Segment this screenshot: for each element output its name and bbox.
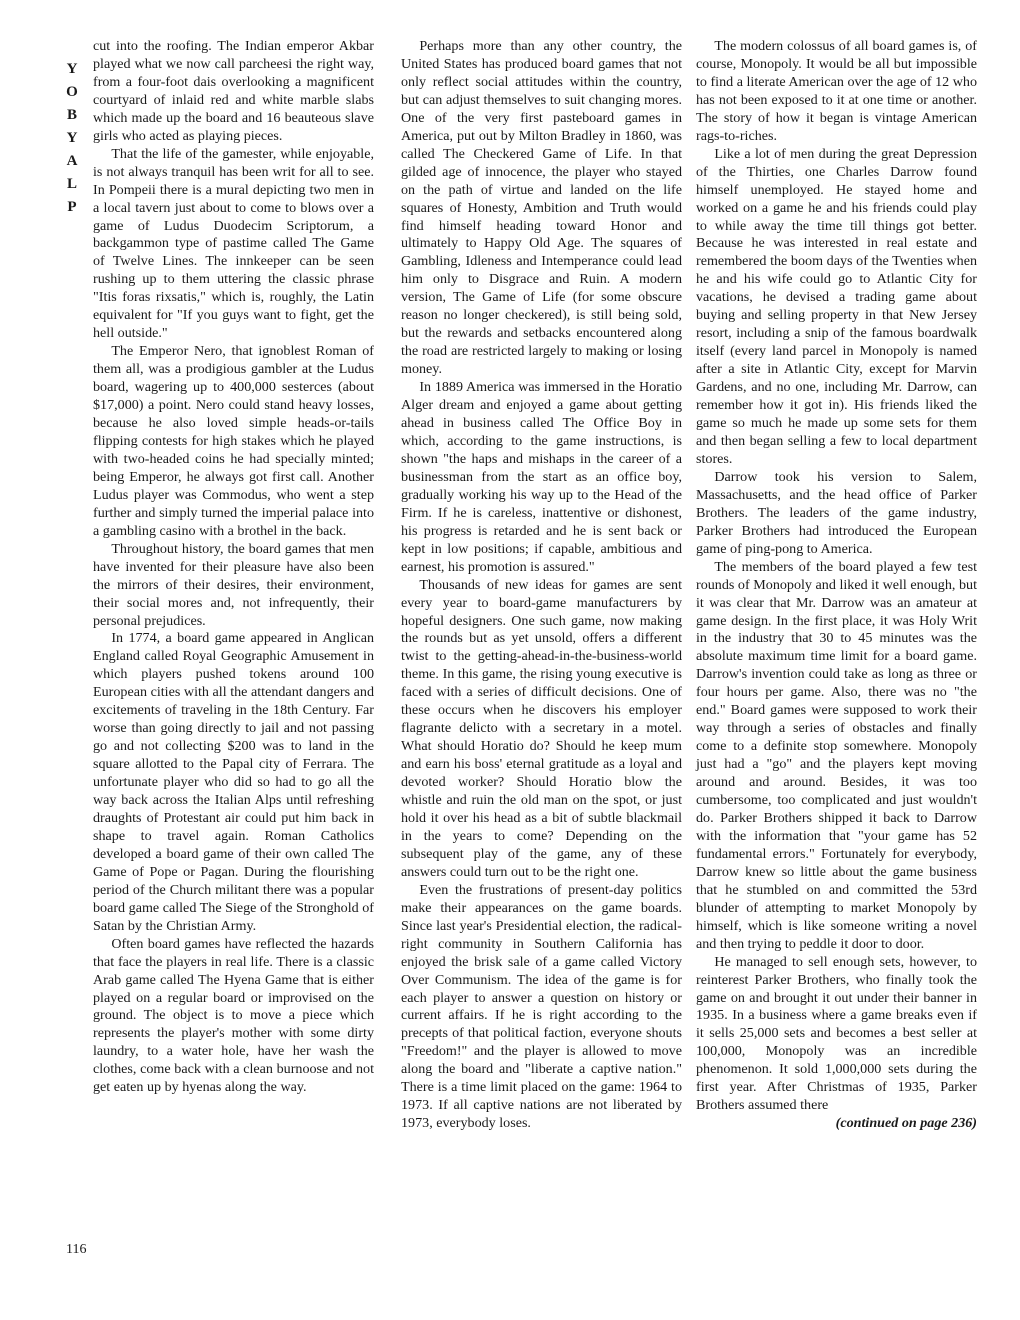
paragraph: The modern colossus of all board games is, of course, Monopoly. It would be all but impossible to find a literate American over the age of 12 who has not been exposed to it at one time or another. The story of how it began is vintage American rags-to-riches. [696, 38, 977, 144]
masthead-letter: Y [66, 61, 78, 77]
article-column-1 [93, 38, 374, 1097]
paragraph: The members of the board played a few test rounds of Monopoly and liked it well enough, but it was clear that Mr. Darrow was an amateur at game design. In the first place, it was Holy Writ in the industry that 30 to 45 minutes was the absolute maximum time limit for a board game. Darrow's invention could take as long as three or four hours per game. Also, there was no "the end." Board games were supposed to work their way through a series of obstacles and finally come to a definite stop somewhere. Monopoly just had a "go" and the players kept moving around and around. Besides, it was too cumbersome, too complicated and just wouldn't do. Parker Brothers shipped it back to Darrow with the information that "your game has 52 fundamental errors." Fortunately for everybody, Darrow knew so little about the game business that he stumbled on and committed the 53rd blunder of attempting to market Monopoly by himself, which is like someone writing a novel and then trying to peddle it door to door. [696, 558, 977, 952]
paragraph: That the life of the gamester, while enjoyable, is not always tranquil has been writ for all to see. In Pompeii there is a mural depicting two men in a local tavern just about to come to blows over a game of Ludus Duodecim Scriptorum, a backgammon type of pastime called The Game of Twelve Lines. The innkeeper can be seen rushing up to them uttering the classic phrase "Itis foras rixsatis," which is, roughly, the Latin equivalent for "If you guys want to fight, get the hell outside." [93, 145, 374, 342]
masthead-letter: P [67, 199, 77, 215]
paragraph: Thousands of new ideas for games are sent every year to board-game manufacturers by hopeful designers. One such game, now making the rounds but as yet unsold, offers a different twist to the getting-ahead-in-the-business-world theme. In this game, the rising young executive is faced with a series of difficult decisions. One of these occurs when he discovers his employer flagrante delicto with a secretary in a motel. What should Horatio do? Should he keep mum and earn his boss' eternal gratitude as a loyal and devoted worker? Should Horatio blow the whistle and ruin the old man on the spot, or just hold it over his head as a bit of subtle blackmail in the years to come? Depending on the subsequent play of the game, any of these answers could turn out to be the right one. [401, 576, 682, 880]
paragraph: He managed to sell enough sets, however, to reinterest Parker Brothers, who finally took the game on and brought it out under their banner in 1935. In a business where a game breaks even if it sells 25,000 sets and becomes a best seller at 100,000, Monopoly was an incredible phenomenon. It sold 1,000,000 sets during the first year. After Christmas of 1935, Parker Brothers assumed there [696, 953, 977, 1114]
paragraph: Even the frustrations of present-day politics make their appearances on the game boards. Since last year's Presidential election, the radical-right community in Southern California has enjoyed the brisk sale of a game called Victory Over Communism. The idea of the game is for each player to answer a question on history or current affairs. If he is right according to the precepts of that political faction, everyone shouts "Freedom!" and the player is allowed to move along the board and "liberate a captive nation." There is a time limit placed on the game: 1964 to 1973. If all captive nations are not liberated by 1973, everybody loses. [401, 881, 682, 1132]
masthead-letter: B [66, 107, 77, 123]
paragraph: Perhaps more than any other country, the United States has produced board games that not only reflect social attitudes within the country, but can adjust themselves to suit changing mores. One of the very first pasteboard games in America, put out by Milton Bradley in 1860, was called The Checkered Game of Life. In that gilded age of innocence, the player who stayed on the path of virtue and landed on the life squares of Honesty, Ambition and Truth would find himself heading toward Honor and ultimately to Happy Old Age. The squares of Gambling, Idleness and Intemperance could lead him only to Disgrace and Ruin. A modern version, The Game of Life (for some obscure reason no longer checkered), is still being sold, but the rewards and setbacks encountered along the road are restricted largely to making or losing money. [401, 38, 682, 378]
masthead-letter: Y [66, 130, 78, 146]
article-column-2 [401, 38, 682, 1133]
masthead-letter: A [66, 153, 78, 169]
continued-on-page-note: (continued on page 236) [835, 1115, 977, 1132]
paragraph: In 1774, a board game appeared in Anglican England called Royal Geographic Amusement in which players pushed tokens around 100 European cities with all the attendant dangers and excitements of traveling in the 18th Century. Far worse than going directly to jail and not passing go and not collecting $200 was to land in the square allotted to the Papal city of Ferrara. The unfortunate player who did so had to go all the way back across the Italian Alps until refreshing draughts of Protestant air could put him back in shape to travel again. Roman Catholics developed a board game of their own called The Game of Pope or Pagan. During the flourishing period of the Church militant there was a popular board game called The Siege of the Stronghold of Satan by the Christian Army. [93, 630, 374, 934]
paragraph: The Emperor Nero, that ignoblest Roman of them all, was a prodigious gambler at the Ludus board, wagering up to 400,000 sesterces (about $17,000) a point. Nero could stand heavy losses, because he also loved simple heads-or-tails flipping contests for high stakes which he played with two-headed coins he had specially minted; being Emperor, he always got first call. Another Ludus player was Commodus, who went a step further and simply turned the imperial palace into a gambling casino with a brothel in the back. [93, 343, 374, 539]
paragraph: Darrow took his version to Salem, Massachusetts, and the head office of Parker Brothers. The leaders of the game industry, Parker Brothers had introduced the European game of ping-pong to America. [696, 468, 977, 557]
page-number: 116 [66, 1242, 87, 1257]
masthead-letter: L [66, 176, 77, 192]
paragraph: cut into the roofing. The Indian emperor Akbar played what we now call parcheesi the right way, from a four-foot dais overlooking a magnificent courtyard of inlaid red and white marble slabs which made up the board and 16 beauteous slave girls who acted as playing pieces. [93, 38, 374, 144]
paragraph: In 1889 America was immersed in the Horatio Alger dream and enjoyed a game about getting ahead in business called The Office Boy in which, according to the game instructions, is shown "the haps and mishaps in the career of a businessman from the start as an office boy, gradually working his way up to the Head of the Firm. If he is careless, inattentive or dishonest, his progress is retarded and he is sent back or kept in low positions; if capable, ambitious and earnest, his promotion is assured." [401, 379, 682, 575]
magazine-masthead-vertical [64, 58, 80, 219]
paragraph: Throughout history, the board games that men have invented for their pleasure have also been the mirrors of their desires, their environment, their social mores and, not infrequently, their personal prejudices. [93, 540, 374, 629]
masthead-letter: O [66, 84, 78, 100]
article-column-3 [696, 38, 977, 1133]
paragraph: Often board games have reflected the hazards that face the players in real life. There is a classic Arab game called The Hyena Game that is either played on a regular board or improvised on the ground. The object is to move a piece which represents the player's mother with some dirty laundry, to a water hole, have her wash the clothes, come back with a clean burnoose and not get eaten up by hyenas along the way. [93, 935, 374, 1096]
paragraph: Like a lot of men during the great Depression of the Thirties, one Charles Darrow found himself unemployed. He stayed home and worked on a game he and his friends could play to while away the time till things got better. Because he was interested in real estate and remembered the boom days of the Twenties when he and his wife could go to Atlantic City for vacations, he devised a trading game about buying and selling property in that New Jersey resort, including a snip of the famous boardwalk itself (every land parcel in Monopoly is named after a site in Atlantic City, except for Marvin Gardens, and no one, including Mr. Darrow, can remember how it got in). His friends liked the game so much he made up some sets for them and then began selling a few to local department stores. [696, 145, 977, 467]
